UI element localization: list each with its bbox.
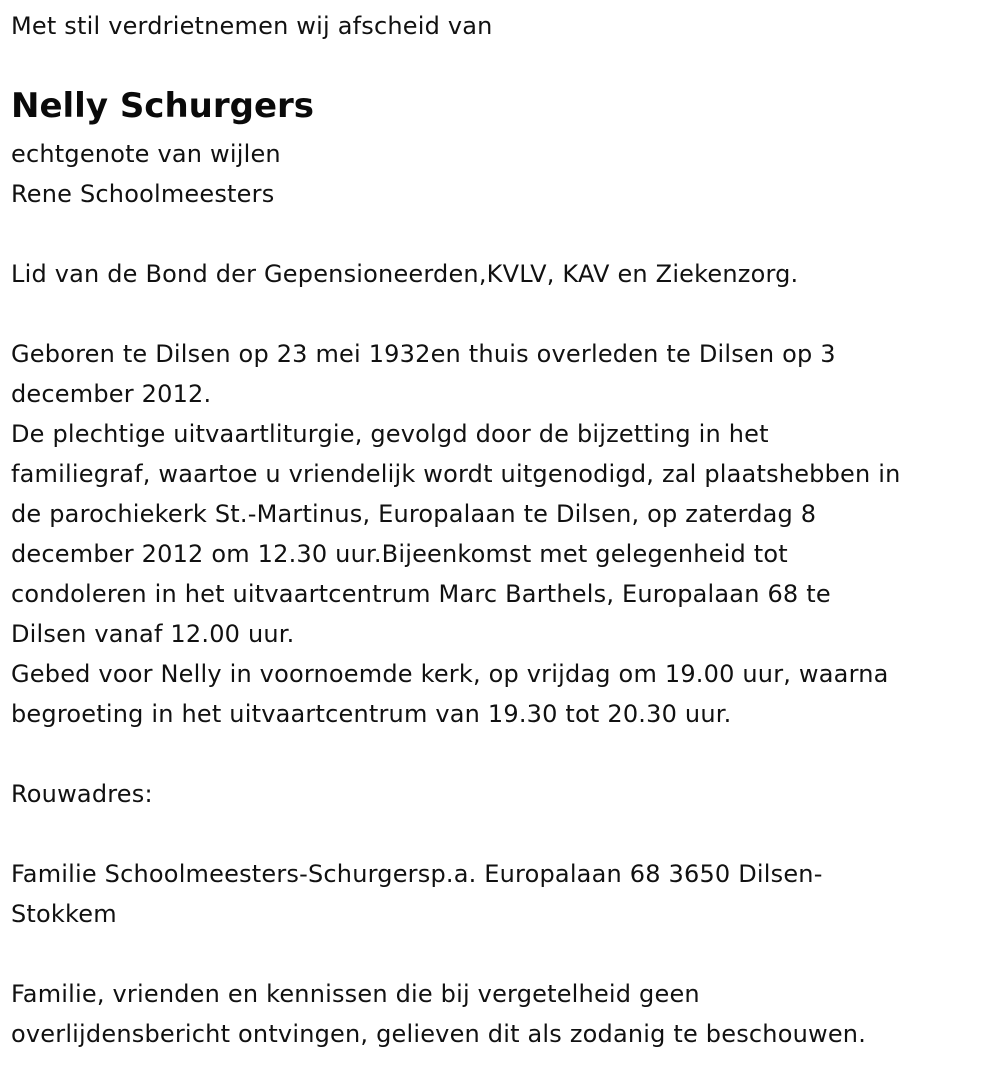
membership-text: Lid van de Bond der Gepensioneerden,KVLV, KAV en Ziekenzorg.	[11, 260, 799, 288]
intro-text: Met stil verdrietnemen wij afscheid van	[11, 12, 493, 40]
funeral-details-section	[11, 334, 901, 734]
details-line: begroeting in het uitvaartcentrum van 19.30 tot 20.30 uur.	[11, 700, 732, 728]
address-line: Familie Schoolmeesters-Schurgersp.a. Europalaan 68 3650 Dilsen-	[11, 860, 823, 888]
closing-line: overlijdensbericht ontvingen, gelieven dit als zodanig te beschouwen.	[11, 1020, 867, 1048]
details-line: familiegraf, waartoe u vriendelijk wordt uitgenodigd, zal plaatshebben in	[11, 460, 901, 488]
closing-line: Familie, vrienden en kennissen die bij vergetelheid geen	[11, 980, 700, 1008]
address-section	[11, 854, 823, 934]
details-line: Gebed voor Nelly in voornoemde kerk, op vrijdag om 19.00 uur, waarna	[11, 660, 889, 688]
details-line: condoleren in het uitvaartcentrum Marc Barthels, Europalaan 68 te	[11, 580, 831, 608]
deceased-name: Nelly Schurgers	[11, 86, 315, 126]
address-label-section	[11, 774, 153, 814]
membership-section	[11, 254, 798, 294]
details-line: Dilsen vanaf 12.00 uur.	[11, 620, 295, 648]
details-line: december 2012.	[11, 380, 212, 408]
details-line: Geboren te Dilsen op 23 mei 1932en thuis overleden te Dilsen op 3	[11, 340, 836, 368]
spouse-name: Rene Schoolmeesters	[11, 180, 275, 208]
spouse-section	[11, 134, 281, 214]
spouse-line: echtgenote van wijlen	[11, 140, 281, 168]
details-line: december 2012 om 12.30 uur.Bijeenkomst met gelegenheid tot	[11, 540, 788, 568]
address-line: Stokkem	[11, 900, 117, 928]
closing-section	[11, 974, 866, 1054]
details-line: De plechtige uitvaartliturgie, gevolgd door de bijzetting in het	[11, 420, 769, 448]
address-label: Rouwadres:	[11, 780, 153, 808]
details-line: de parochiekerk St.-Martinus, Europalaan te Dilsen, op zaterdag 8	[11, 500, 817, 528]
